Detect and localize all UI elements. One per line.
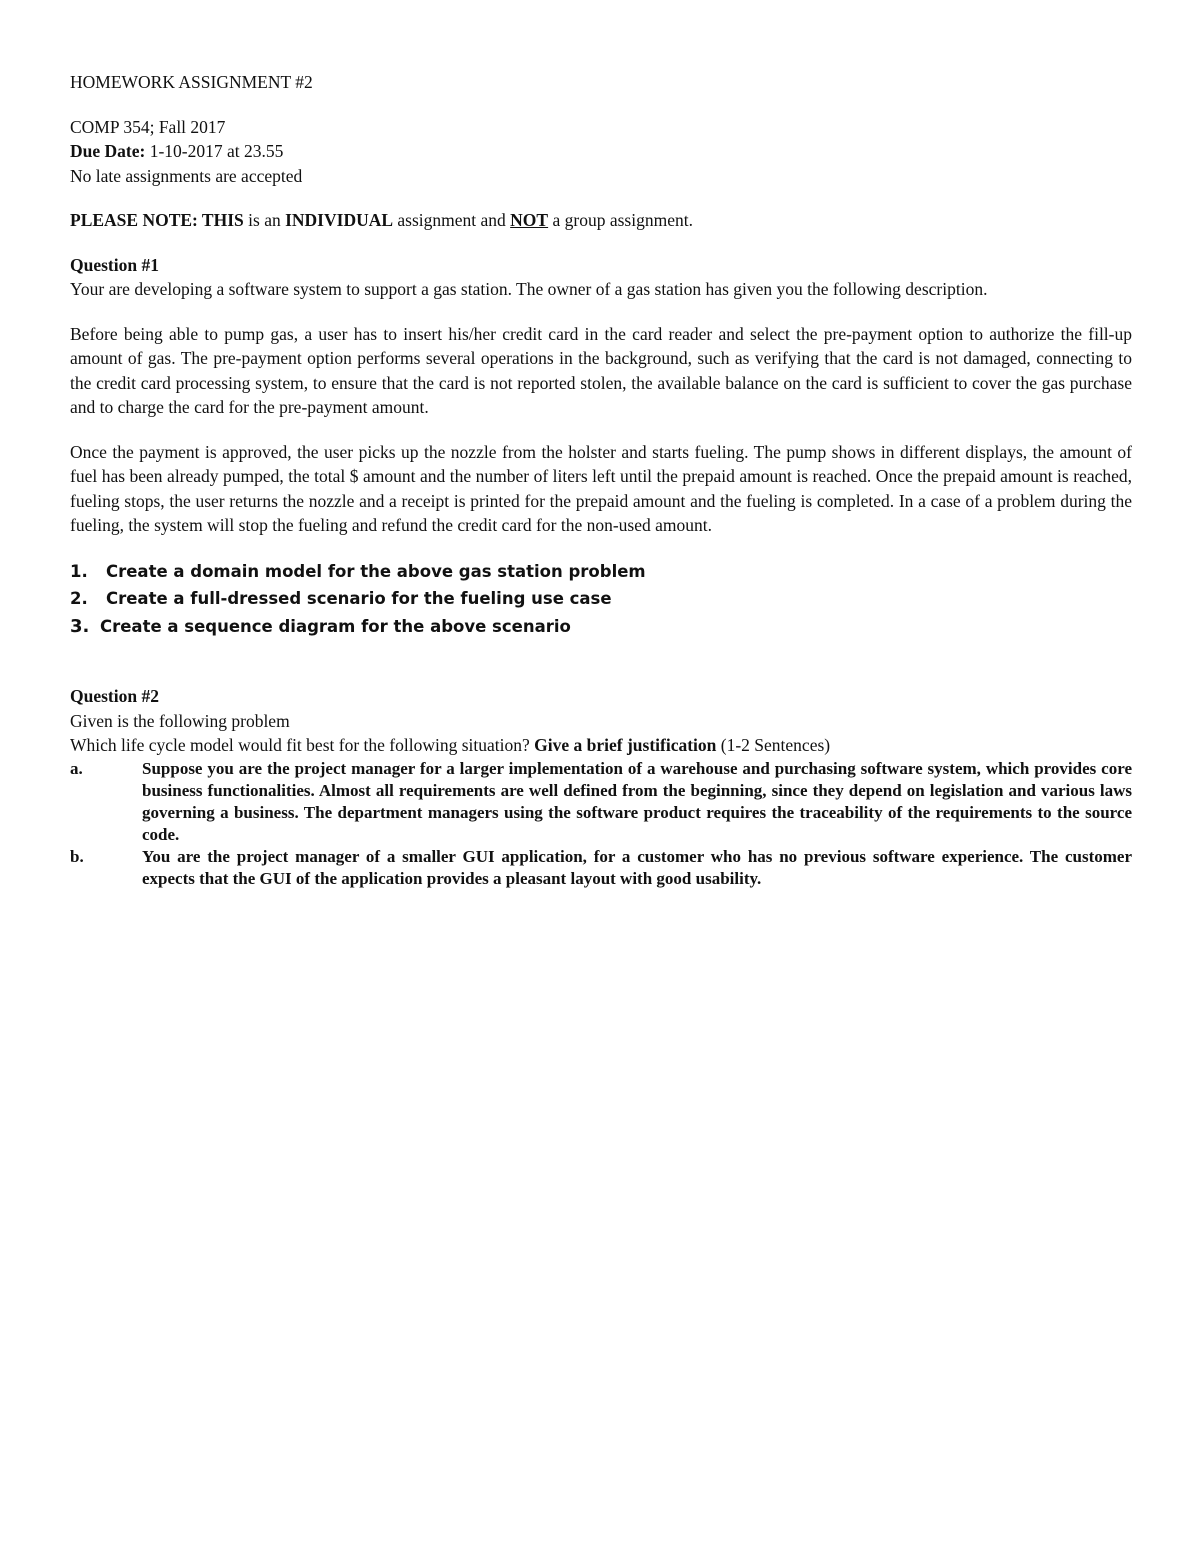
question-2-line-1: Given is the following problem — [70, 710, 290, 731]
item-text: You are the project manager of a smaller GUI application, for a customer who has no previous software experience. The customer expects that the GUI of the application provides a pleasant layout with good usability. — [142, 846, 1132, 888]
notice-not: NOT — [510, 210, 549, 230]
document-title: HOMEWORK ASSIGNMENT #2 — [70, 72, 313, 92]
notice-individual: INDIVIDUAL — [285, 210, 394, 230]
task-text: Create a sequence diagram for the above scenario — [100, 616, 571, 636]
due-date-line — [70, 139, 1132, 164]
spacer — [70, 538, 1132, 558]
question-2-item — [70, 758, 1132, 846]
question-2-heading: Question #2 — [70, 686, 159, 706]
task-text: Create a domain model for the above gas station problem — [106, 561, 646, 581]
task-number: 2. — [70, 589, 88, 608]
late-policy: No late assignments are accepted — [70, 165, 303, 186]
course-info: COMP 354; Fall 2017 — [70, 116, 226, 137]
due-date-value: 1-10-2017 at 23.55 — [149, 141, 284, 161]
question-1-paragraph-1: Before being able to pump gas, a user has to insert his/her credit card in the card reader and select the pre-payment option to authorize the fill-up amount of gas. The pre-payment option performs several operations in the background, such as verifying that the card is not damaged, connecting to the credit card processing system, to ensure that the card is not reported stolen, the available balance on the card is sufficient to cover the gas purchase and to charge the card for the pre-payment amount. — [70, 323, 1132, 417]
notice-text-1: is an — [248, 210, 281, 230]
task-number: 3. — [70, 615, 90, 637]
question-1-intro: Your are developing a software system to support a gas station. The owner of a gas station has given you the following description. — [70, 279, 988, 299]
notice-lead: PLEASE NOTE: THIS — [70, 210, 244, 230]
question-1-task-list — [70, 558, 1132, 641]
spacer — [70, 420, 1132, 440]
document-page — [70, 70, 1132, 890]
spacer — [70, 302, 1132, 322]
task-number: 1. — [70, 561, 88, 581]
question-2-prompt: Which life cycle model would fit best for the following situation? — [70, 735, 530, 755]
spacer — [70, 188, 1132, 208]
notice-text-3: a group assignment. — [552, 210, 693, 230]
question-2-sentence-count: (1-2 Sentences) — [720, 735, 831, 755]
question-2-item-list — [70, 758, 1132, 890]
question-1-heading: Question #1 — [70, 254, 159, 275]
task-item — [70, 585, 1132, 613]
question-2-item — [70, 846, 1132, 890]
task-text: Create a full-dressed scenario for the fueling use case — [106, 589, 612, 608]
task-item — [70, 558, 1132, 586]
individual-notice — [70, 208, 1132, 233]
item-letter: a. — [70, 758, 83, 778]
task-item — [70, 613, 1132, 641]
spacer — [70, 640, 1132, 684]
notice-text-2: assignment and — [397, 210, 506, 230]
spacer — [70, 95, 1132, 115]
due-date-label: Due Date: — [70, 141, 146, 161]
question-2-line-2 — [70, 733, 1132, 758]
question-1-paragraph-2: Once the payment is approved, the user picks up the nozzle from the holster and starts fueling. The pump shows in different displays, the amount of fuel has been already pumped, the total $ amount and the number of liters left until the prepaid amount is reached. Once the prepaid amount is reached, fueling stops, the user returns the nozzle and a receipt is printed for the prepaid amount and the fueling is completed. In a case of a problem during the fueling, the system will stop the fueling and refund the credit card for the non-used amount. — [70, 441, 1132, 535]
item-text: Suppose you are the project manager for a larger implementation of a warehouse and purchasing software system, which provides core business functionalities. Almost all requirements are well defined from the beginning, since they depend on legislation and various laws governing a business. The department managers using the software product requires the traceability of the requirements to the source code. — [142, 758, 1132, 844]
question-2-justification: Give a brief justification — [534, 735, 717, 755]
item-letter: b. — [70, 846, 84, 866]
spacer — [70, 233, 1132, 253]
